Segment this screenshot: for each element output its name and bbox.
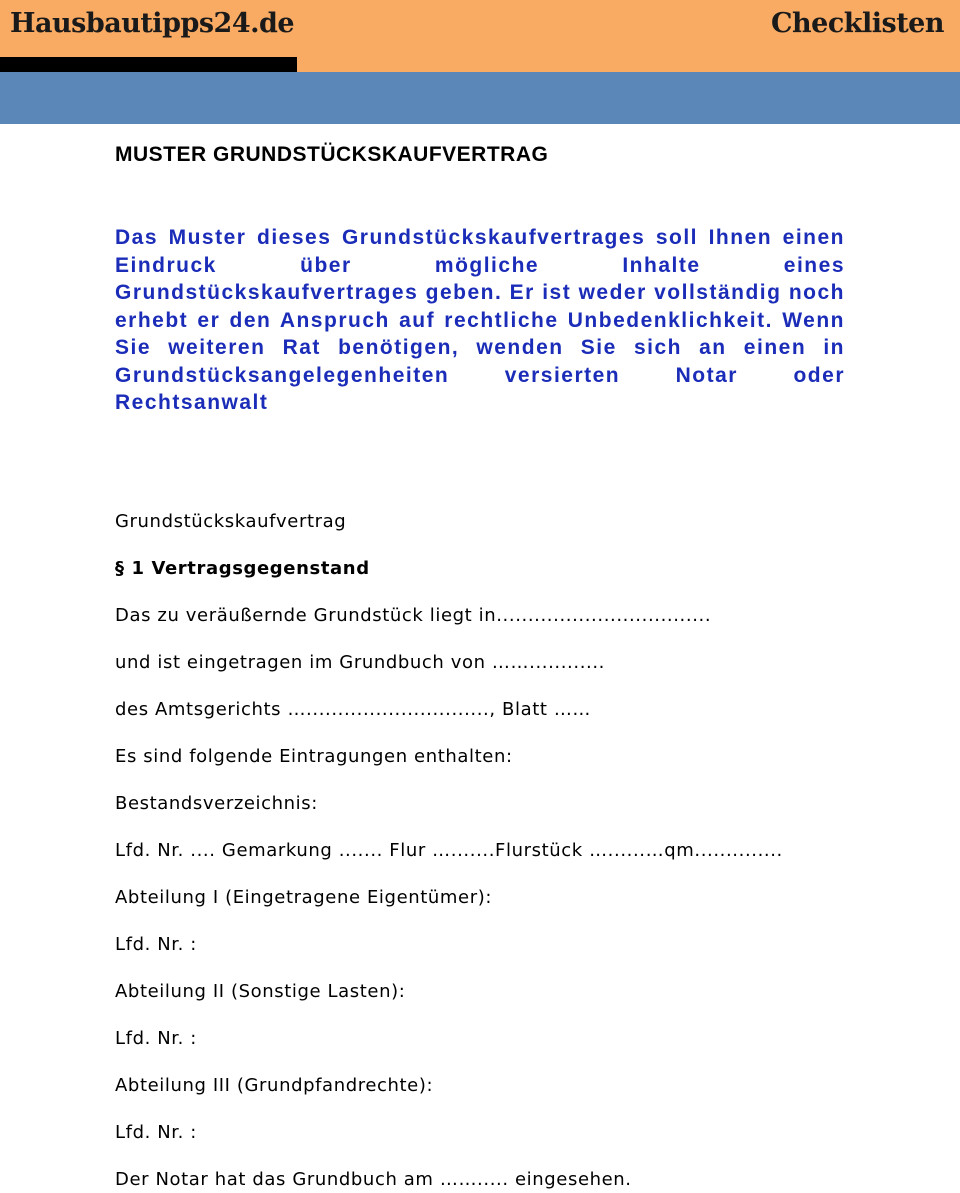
department-3-label: Abteilung III (Grundpfandrechte): — [115, 1075, 434, 1096]
section-1-heading: § 1 Vertragsgegenstand — [115, 558, 370, 579]
department-1-number: Lfd. Nr. : — [115, 934, 197, 955]
intro-paragraph: Das Muster dieses Grundstückskaufvertrages soll Ihnen einen Eindruck über mögliche Inhalte eines Grundstückskaufvertrages geben. Er ist weder vollständig noch erhebt er den Anspruch auf rechtliche Unbedenklichkeit. Wenn Sie weiteren Rat benötigen, wenden Sie sich an einen in Grundstücksangelegenheiten versierten Notar oder Rechtsanwalt — [115, 226, 845, 414]
department-2-number: Lfd. Nr. : — [115, 1028, 197, 1049]
notary-inspection-line: Der Notar hat das Grundbuch am ……..... eingesehen. — [115, 1169, 632, 1190]
entries-line: Es sind folgende Eintragungen enthalten: — [115, 746, 513, 767]
parcel-details-line: Lfd. Nr. .... Gemarkung ....... Flur ….......Flurstück …......…qm.............. — [115, 840, 783, 861]
header-black-bar — [0, 57, 297, 72]
page-header — [0, 0, 960, 124]
land-register-line: und ist eingetragen im Grundbuch von ……............ — [115, 652, 605, 673]
header-blue-band — [0, 72, 960, 124]
document-title: MUSTER GRUNDSTÜCKSKAUFVERTRAG — [115, 143, 549, 166]
inventory-label: Bestandsverzeichnis: — [115, 793, 318, 814]
department-1-label: Abteilung I (Eingetragene Eigentümer): — [115, 887, 493, 908]
contract-heading: Grundstückskaufvertrag — [115, 511, 347, 532]
department-2-label: Abteilung II (Sonstige Lasten): — [115, 981, 406, 1002]
department-3-number: Lfd. Nr. : — [115, 1122, 197, 1143]
site-title: Hausbautipps24.de — [10, 8, 295, 39]
property-location-line: Das zu veräußernde Grundstück liegt in.................................. — [115, 605, 712, 626]
section-label: Checklisten — [771, 8, 944, 39]
district-court-line: des Amtsgerichts …............................., Blatt …… — [115, 699, 592, 720]
